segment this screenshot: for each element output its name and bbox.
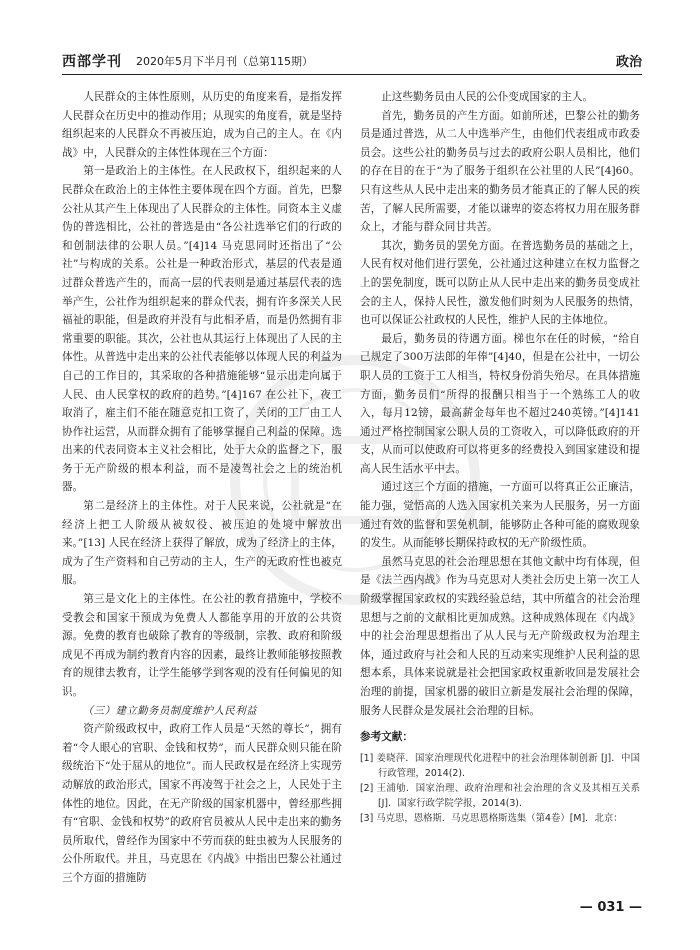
paragraph: 通过这三个方面的措施，一方面可以将真正公正廉洁，能力强，觉悟高的人选入国家机关来为人民服务，另一方面通过有效的监督和罢免机制，能够防止各种可能的腐败现象的发生。从而能够长期保持政权的无产阶级性质。 — [360, 481, 640, 550]
reference-item: [2] 王浦劬．国家治理、政府治理和社会治理的含义及其相互关系 [J]．国家行政学院学报，2014(3). — [360, 782, 640, 809]
paragraph: 最后，勤务员的待遇方面。梯也尔在任的时候，“给自己规定了300万法郎的年俸”[4]40，但是在公社中，一切公职人员的工资于工人相当，特权身份消失殆尽。在具体措施方面，勤务员们“所得的报酬只相当于一个熟练工人的收入，每月12镑，最高薪金每年也不超过240英镑。”[4]141 通过严格控制国家公职人员的工资收入，可以降低政府的开支，从而可以使政府可以将更多的经费投入到国家建设和提高人民生活水平中去。 — [360, 332, 640, 475]
left-column — [62, 88, 342, 888]
page-header — [62, 48, 642, 75]
right-column — [360, 88, 640, 826]
references-title: 参考文献： — [360, 731, 413, 744]
paragraph: 第二是经济上的主体性。对于人民来说，公社就是“在经济上把工人阶级从被奴役、被压迫的处境中解放出来。”[13] 人民在经济上获得了解放，成为了经济上的主体，成为了生产资料和自己劳动的主人，生产的无政府性也被克服。 — [62, 500, 342, 587]
paragraph: 资产阶级政权中，政府工作人员是“天然的尊长”，拥有着“令人眼心的官职、金钱和权势”，而人民群众则只能在阶级统治下“处于屈从的地位”。而人民政权是在经济上实现劳动解放的政治形式，国家不再凌驾于社会之上，人民处于主体性的地位。因此，在无产阶级的国家机器中，曾经那些拥有“官职、金钱和权势”的政府官员被从人民中走出来的勤务员所取代，曾经作为国家中不劳而获的蛀虫被为人民服务的公仆所取代。并且，马克思在《内战》中指出巴黎公社通过三个方面的措施防 — [62, 723, 342, 884]
section-title: 政治 — [615, 55, 642, 70]
journal-logo: 西部学刊 — [62, 54, 122, 70]
references-list — [360, 751, 640, 826]
reference-item: [3] 马克思，恩格斯．马克思恩格斯选集（第4卷）[M]．北京： — [360, 812, 623, 824]
paragraph: 人民群众的主体性原则，从历史的角度来看，是指发挥人民群众在历史中的推动作用；从现实的角度看，就是坚持组织起来的人民群众不再被压迫，成为自己的主人。在《内战》中，人民群众的主体性体现在三个方面： — [62, 91, 342, 159]
paragraph: 第三是文化上的主体性。在公社的教育措施中，学校不受教会和国家干预成为免费人人都能享用的开放的公共资源。免费的教育也破除了教育的等级制，宗教、政府和阶级成见不再成为制约教育内容的因素，最终让教师能够按照教育的规律去教育，让学生能够学到客观的没有任何偏见的知识。 — [62, 593, 342, 698]
paragraph: 止这些勤务员由人民的公仆变成国家的主人。 — [381, 91, 594, 103]
issue-info: 2020年5月下半月刊（总第115期） — [136, 55, 313, 68]
paragraph: 其次，勤务员的罢免方面。在普选勤务员的基础之上，人民有权对他们进行罢免，公社通过这种建立在权力监督之上的罢免制度，既可以防止从人民中走出来的勤务员变成社会的主人，保持人民性，激发他们时刻为人民服务的热情，也可以保证公社政权的人民性，维护人民的主体地位。 — [360, 239, 640, 327]
reference-item: [1] 姜晓萍．国家治理现代化进程中的社会治理体制创新 [J]．中国行政管理，2014(2). — [360, 752, 640, 779]
page-number: — 031 — — [579, 900, 642, 915]
paragraph: 第一是政治上的主体性。在人民政权下，组织起来的人民群众在政治上的主体性主要体现在四个方面。首先，巴黎公社从其产生上体现出了人民群众的主体性。同资本主义虚伪的普选相比，公社的普选是由“各公社选举它们的行政的和创制法律的公职人员。”[4]14 马克思同时还指出了“公社”与构成的关系。公社是一种政治形式，基层的代表是通过群众普选产生的，而高一层的代表则是通过基层代表的选举产生，公社作为组织起来的群众代表，拥有许多深关人民福祉的职能，但是政府并没有与此相矛盾，而是仍然拥有非常重要的职能。其次，公社也从其运行上体现出了人民的主体性。从普选中走出来的公社代表能够以体现人民的利益为自己的工作目的，其采取的各种措施能够“显示出走向属于人民、由人民掌权的政府的趋势。”[4]167 在公社下，夜工取消了，雇主们不能在随意克扣工资了，关闭的工厂由工人协作社运营，从而群众拥有了能够掌握自己利益的保障。选出来的代表同资本主义社会相比，处于大众的监督之下，服务于无产阶级的根本利益，而不是凌驾社会之上的统治机器。 — [62, 165, 342, 494]
paragraph: 首先，勤务员的产生方面。如前所述，巴黎公社的勤务员是通过普选，从二人中选举产生，由他们代表组成市政委员会。这些公社的勤务员与过去的政府公职人员相比，他们的存在目的在于“为了服务于组织在公社里的人民”[4]60。只有这些从人民中走出来的勤务员才能真正的了解人民的疾苦，了解人民所需要，才能以谦卑的姿态将权力用在服务群众上，才能与群众同甘共苦。 — [360, 109, 640, 234]
section-heading: （三）建立勤务员制度维护人民利益 — [82, 704, 258, 717]
paragraph: 虽然马克思的社会治理思想在其他文献中均有体现，但是《法兰西内战》作为马克思对人类社会历史上第一次工人阶级掌握国家政权的实践经验总结，其中所蕴含的社会治理思想与之前的文献相比更加成熟。这种成熟体现在《内战》中的社会治理思想指出了从人民与无产阶级政权为治理主体，通过政府与社会和人民的互动来实现维护人民利益的思想本系，具体来说就是社会把国家政权重新收回是发展社会治理的前提，国家机器的破旧立新是发展社会治理的保障，服务人民群众是发展社会治理的目标。 — [360, 555, 640, 717]
